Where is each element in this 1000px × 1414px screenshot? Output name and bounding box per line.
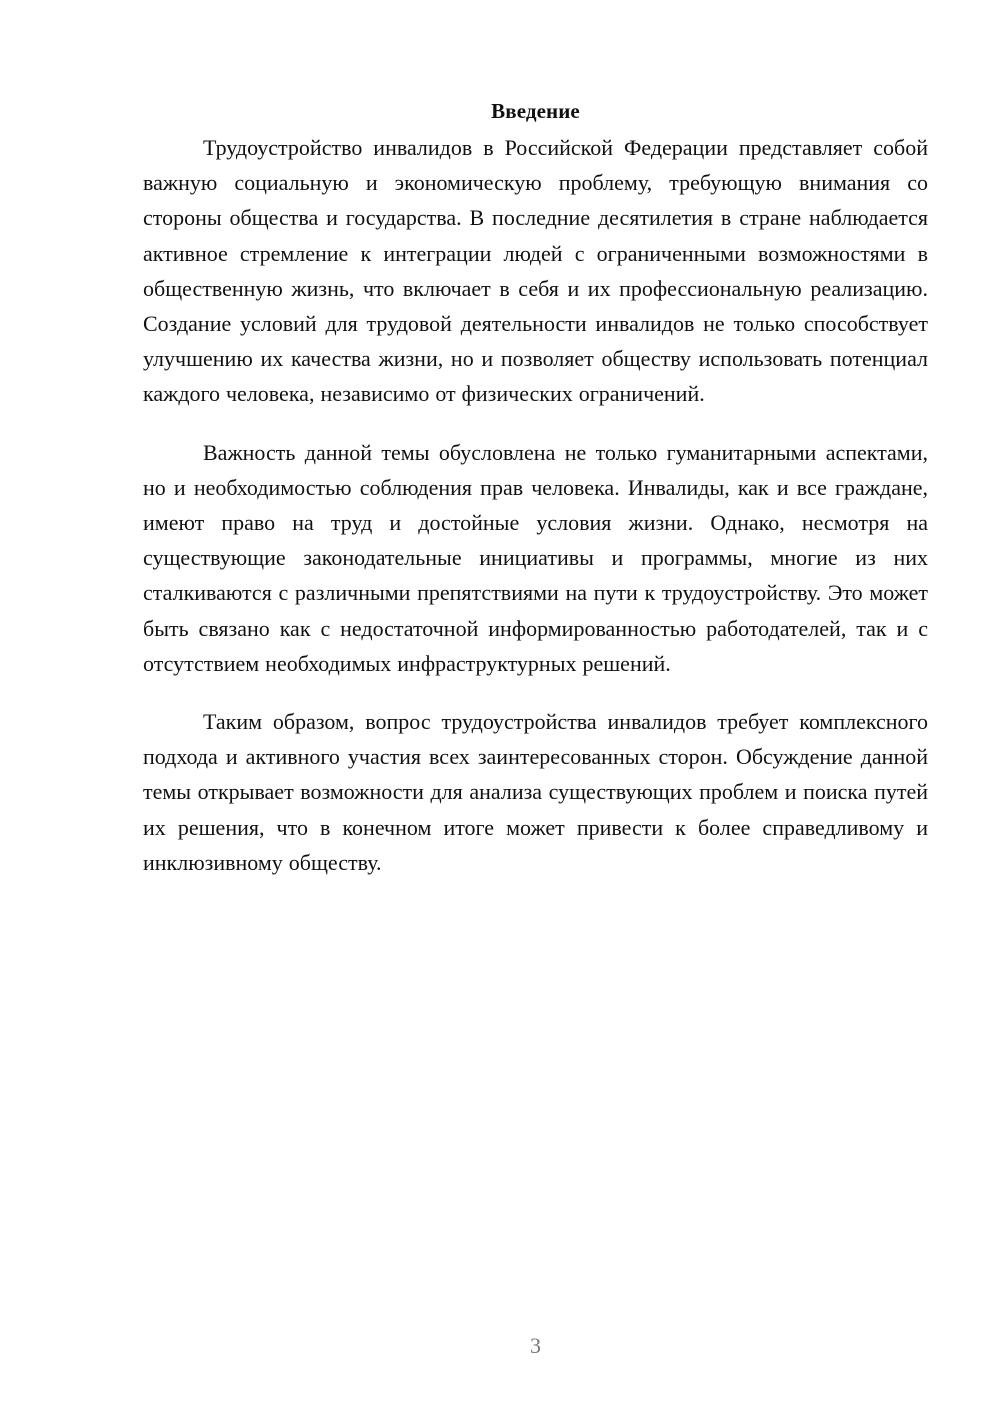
section-heading: Введение	[491, 99, 580, 123]
paragraph-1: Трудоустройство инвалидов в Российской Федерации представляет собой важную социальную и экономическую проблему, требующую внимания со стороны общества и государства. В последние десятилетия в стране наблюдается активное стремление к интеграции людей с ограниченными возможностями в общественную жизнь, что включает в себя и их профессиональную реализацию. Создание условий для трудовой деятельности инвалидов не только способствует улучшению их качества жизни, но и позволяет обществу использовать потенциал каждого человека, независимо от физических ограничений.	[143, 135, 928, 407]
paragraph-3: Таким образом, вопрос трудоустройства инвалидов требует комплексного подхода и активного участия всех заинтересованных сторон. Обсуждение данной темы открывает возможности для анализа существующих проблем и поиска путей их решения, что в конечном итоге может привести к более справедливому и инклюзивному обществу.	[143, 709, 928, 875]
paragraph-2: Важность данной темы обусловлена не только гуманитарными аспектами, но и необходимостью соблюдения прав человека. Инвалиды, как и все граждане, имеют право на труд и достойные условия жизни. Однако, несмотря на существующие законодательные инициативы и программы, многие из них сталкиваются с различными препятствиями на пути к трудоустройству. Это может быть связано как с недостаточной информированностью работодателей, так и с отсутствием необходимых инфраструктурных решений.	[143, 439, 928, 676]
page-number: 3	[530, 1333, 541, 1358]
page-content	[143, 94, 928, 903]
